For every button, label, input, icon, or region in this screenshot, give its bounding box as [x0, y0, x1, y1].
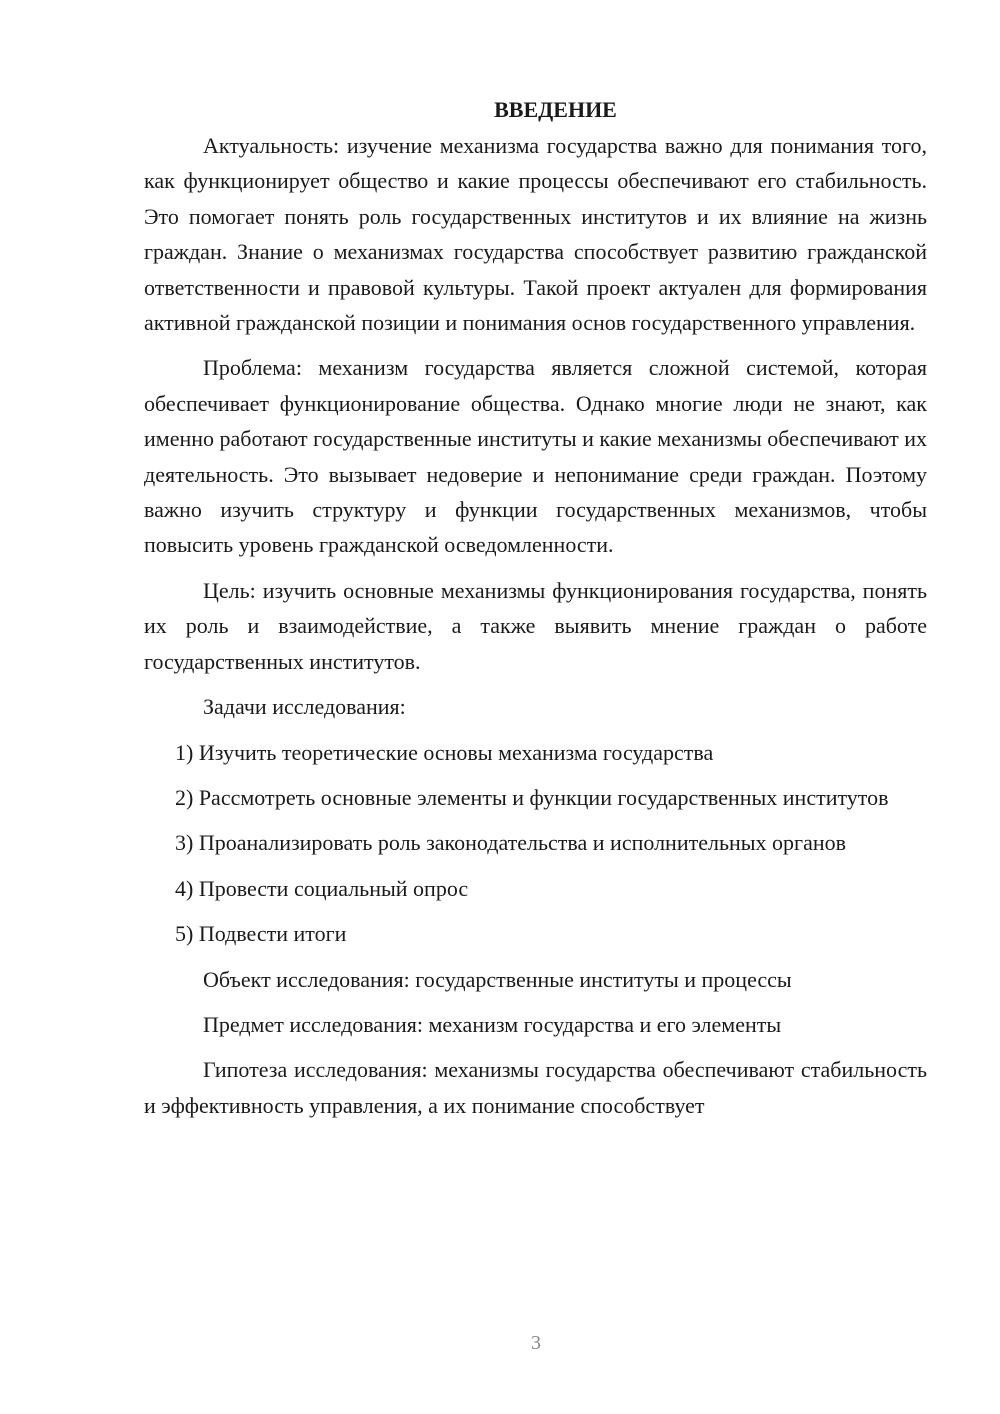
paragraph-hypothesis: Гипотеза исследования: механизмы государства обеспечивают стабильность и эффективность управления, а их понимание способствует [144, 1057, 927, 1118]
task-item-4: 4) Провести социальный опрос [175, 875, 469, 901]
document-page [144, 92, 927, 1133]
paragraph-object: Объект исследования: государственные институты и процессы [203, 966, 792, 992]
paragraph-goal: Цель: изучить основные механизмы функционирования государства, понять их роль и взаимодействие, а также выявить мнение граждан о работе государственных институтов. [144, 577, 927, 674]
tasks-heading: Задачи исследования: [203, 694, 406, 720]
page-number: 3 [531, 1332, 541, 1354]
task-item-5: 5) Подвести итоги [175, 921, 347, 947]
task-item-2: 2) Рассмотреть основные элементы и функции государственных институтов [175, 784, 889, 810]
paragraph-subject: Предмет исследования: механизм государства и его элементы [203, 1011, 782, 1037]
paragraph-relevance: Актуальность: изучение механизма государства важно для понимания того, как функционирует общество и какие процессы обеспечивают его стабильность. Это помогает понять роль государственных институтов и их влияние на жизнь граждан. Знание о механизмах государства способствует развитию гражданской ответственности и правовой культуры. Такой проект актуален для формирования активной гражданской позиции и понимания основ государственного управления. [144, 133, 927, 336]
task-item-1: 1) Изучить теоретические основы механизма государства [175, 739, 714, 765]
task-item-3: 3) Проанализировать роль законодательства и исполнительных органов [175, 830, 846, 856]
paragraph-problem: Проблема: механизм государства является сложной системой, которая обеспечивает функционирование общества. Однако многие люди не знают, как именно работают государственные институты и какие механизмы обеспечивают их деятельность. Это вызывает недоверие и непонимание среди граждан. Поэтому важно изучить структуру и функции государственных механизмов, чтобы повысить уровень гражданской осведомленности. [144, 355, 927, 558]
section-title: ВВЕДЕНИЕ [494, 97, 617, 122]
